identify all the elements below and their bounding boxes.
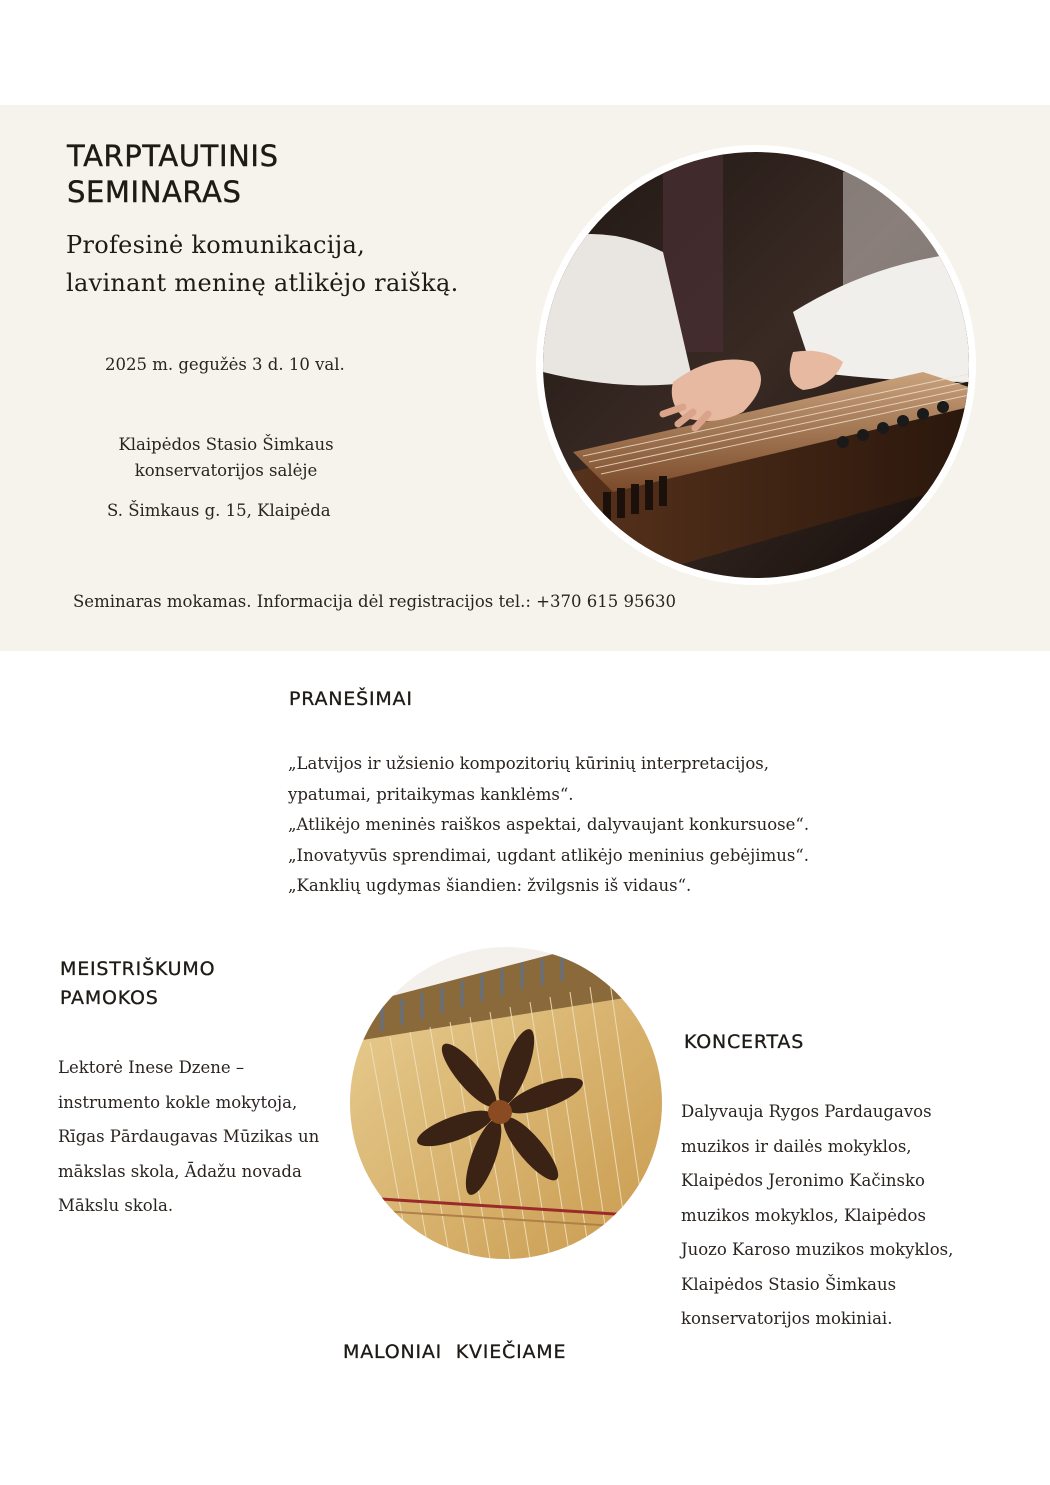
concert-line: muzikos mokyklos, Klaipėdos <box>681 1205 926 1225</box>
photo-frame <box>536 145 976 585</box>
concert-line: Klaipėdos Stasio Šimkaus <box>681 1274 897 1294</box>
kankles-player-image <box>543 152 969 578</box>
presentation-line: ypatumai, pritaikymas kanklėms“. <box>288 784 574 804</box>
concert-line: muzikos ir dailės mokyklos, <box>681 1136 912 1156</box>
venue-line: Klaipėdos Stasio Šimkaus <box>118 435 334 454</box>
masterclass-text <box>58 1051 319 1224</box>
concert-line: Klaipėdos Jeronimo Kačinsko <box>681 1171 925 1190</box>
masterclass-line: Rīgas Pārdaugavas Mūzikas un <box>58 1127 320 1146</box>
concert-text <box>681 1095 953 1337</box>
masterclass-line: mākslas skola, Ādažu novada <box>58 1161 302 1181</box>
kokle-instrument-image <box>350 947 662 1259</box>
masterclass-heading-line: PAMOKOS <box>60 987 159 1009</box>
presentations-heading: PRANEŠIMAI <box>289 688 413 710</box>
venue-line: konservatorijos salėje <box>134 461 318 480</box>
presentation-line: „Atlikėjo meninės raiškos aspektai, dalyvaujant konkursuose“. <box>288 815 810 834</box>
concert-heading: KONCERTAS <box>684 1031 805 1053</box>
concert-line: konservatorijos mokiniai. <box>681 1309 893 1328</box>
concert-line: Dalyvauja Rygos Pardaugavos <box>681 1102 932 1121</box>
masterclass-line: Lektorė Inese Dzene – <box>58 1058 245 1077</box>
title-line: SEMINARAS <box>67 175 242 209</box>
masterclass-line: instrumento kokle mokytoja, <box>58 1092 298 1112</box>
presentation-line: „Kanklių ugdymas šiandien: žvilgsnis iš vidaus“. <box>288 876 692 895</box>
registration-info: Seminaras mokamas. Informacija dėl registracijos tel.: +370 615 95630 <box>73 592 676 611</box>
seminar-subtitle <box>66 226 459 302</box>
title-line: TARPTAUTINIS <box>67 139 279 173</box>
presentations-list <box>288 749 809 902</box>
closing-invitation: MALONIAI KVIEČIAME <box>343 1341 567 1363</box>
event-venue <box>104 432 348 484</box>
masterclass-line: Mākslu skola. <box>58 1196 174 1215</box>
event-date: 2025 m. gegužės 3 d. 10 val. <box>105 355 345 374</box>
subtitle-line: Profesinė komunikacija, <box>66 231 366 259</box>
subtitle-line: lavinant meninę atlikėjo raišką. <box>66 269 459 297</box>
concert-line: Juozo Karoso muzikos mokyklos, <box>681 1240 954 1259</box>
masterclass-heading-line: MEISTRIŠKUMO <box>60 958 216 980</box>
seminar-title <box>67 138 279 210</box>
presentation-line: „Inovatyvūs sprendimai, ugdant atlikėjo meninius gebėjimus“. <box>288 845 809 865</box>
kokle-instrument-photo <box>350 947 662 1259</box>
presentation-line: „Latvijos ir užsienio kompozitorių kūrinių interpretacijos, <box>288 754 770 773</box>
kankles-player-photo <box>543 152 969 578</box>
event-address: S. Šimkaus g. 15, Klaipėda <box>107 501 331 520</box>
masterclass-heading <box>60 955 215 1013</box>
